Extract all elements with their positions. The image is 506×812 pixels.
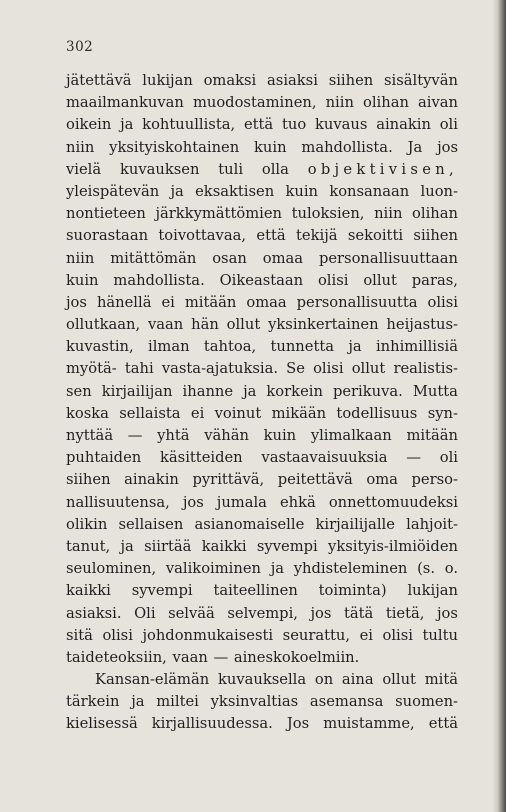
word: jumala	[216, 493, 267, 511]
word: omaa	[262, 249, 304, 267]
word: ja	[270, 560, 285, 578]
word: olihan	[363, 94, 409, 112]
word: omaa	[246, 293, 287, 311]
word: kaikki	[66, 582, 111, 600]
word: kuvaus	[314, 116, 368, 134]
word: Kansan-elämän	[95, 671, 210, 689]
word: vaan	[172, 648, 208, 666]
word: mitättömän	[110, 249, 197, 267]
word: asemansa	[309, 693, 384, 711]
word: heijastus-	[386, 316, 458, 334]
text-line	[66, 70, 458, 92]
word: ja	[348, 338, 362, 356]
word: valikoiminen	[165, 560, 261, 578]
word: jätettävä	[66, 72, 132, 89]
text-line	[66, 713, 458, 735]
word: Mutta	[412, 382, 458, 400]
word: tultu	[422, 626, 458, 644]
word: syvempi	[131, 582, 193, 600]
word: tätä	[343, 604, 374, 622]
word: selvempi,	[227, 604, 298, 622]
text-line	[66, 492, 458, 514]
text-line	[66, 203, 458, 225]
text-line	[66, 292, 458, 314]
word: yksinkertainen	[268, 316, 379, 334]
word: olihan	[412, 205, 458, 223]
word: pyrittävä,	[192, 471, 265, 489]
word: yleispätevän	[66, 182, 160, 200]
word: luon-	[420, 182, 458, 200]
text-line	[66, 381, 458, 403]
word: että	[428, 715, 458, 733]
word: jos	[437, 138, 458, 156]
word: osan	[212, 249, 247, 267]
word: että	[256, 227, 286, 245]
word: oikein	[66, 116, 112, 134]
word: personallisuutta	[296, 293, 418, 311]
word: sisältyvän	[384, 72, 458, 89]
word: syvempi	[256, 537, 318, 555]
word: ja	[170, 182, 184, 200]
word: inhimillisiä	[375, 338, 458, 356]
word: tahi	[124, 360, 154, 378]
word: hänellä	[96, 293, 152, 311]
word: ja	[243, 382, 257, 400]
text-line	[66, 159, 458, 181]
word: yksityiskohtainen	[109, 138, 240, 156]
word: seulominen,	[66, 560, 157, 578]
word: ollut	[363, 271, 397, 289]
word: taideteoksiin,	[66, 648, 167, 666]
word: mikään	[271, 404, 327, 422]
word: ollut	[351, 360, 386, 378]
word: siihen	[66, 471, 111, 489]
word: on	[314, 671, 334, 689]
text-line	[66, 691, 458, 713]
word: todellisuus	[336, 404, 418, 422]
word: muodostaminen,	[192, 94, 317, 112]
word: paras,	[411, 271, 458, 289]
word: voinut	[214, 404, 262, 422]
word: kuvauksen	[119, 160, 200, 178]
text-line	[66, 425, 458, 447]
word: o.	[444, 560, 458, 578]
word: ja	[131, 693, 145, 711]
word: siirtää	[144, 537, 192, 555]
word: vastaavaisuuksia	[261, 449, 388, 467]
word: asiaksi	[267, 72, 318, 89]
text-line	[66, 137, 458, 159]
text-line	[66, 625, 458, 647]
word: tunnetta	[270, 338, 335, 356]
word: ihanne	[182, 382, 234, 400]
word: siihen	[328, 72, 374, 89]
word: maailmankuvan	[66, 94, 184, 112]
word: kuvastin,	[66, 338, 134, 356]
word: kuin	[285, 182, 319, 200]
word: mitä	[424, 671, 458, 689]
word: personallisuuttaan	[318, 249, 458, 267]
text-line	[66, 92, 458, 114]
word: olisi	[382, 626, 413, 644]
word: sellaista	[119, 404, 181, 422]
word: kirjallisuudessa.	[151, 715, 273, 733]
word: aineskokoelmiin.	[233, 648, 360, 666]
word: suomen-	[395, 693, 458, 711]
word: korkein	[266, 382, 323, 400]
text-line	[66, 580, 458, 602]
word: sellaisen	[118, 515, 184, 533]
word: sitä	[66, 626, 93, 644]
word: oli	[439, 449, 458, 467]
text-line	[66, 558, 458, 580]
word: että	[243, 116, 274, 134]
text-line	[66, 181, 458, 203]
word: lukijan	[407, 582, 458, 600]
word: ei	[190, 404, 205, 422]
word: olisi	[313, 360, 344, 378]
word: ei	[161, 293, 175, 311]
word: jos	[310, 604, 332, 622]
word: niin	[374, 205, 403, 223]
word: tekijä	[296, 227, 338, 245]
text-line	[66, 114, 458, 136]
word: ehkä	[279, 493, 316, 511]
word: eksaktisen	[195, 182, 275, 200]
word: suorastaan	[66, 227, 149, 245]
word: ollutkaan,	[66, 316, 141, 334]
word: toiminta)	[318, 582, 387, 600]
word: kuin	[66, 271, 99, 289]
word: perso-	[411, 471, 458, 489]
word: hän	[191, 316, 219, 334]
word: (s.	[417, 560, 436, 578]
word: ylimalkaan	[310, 427, 392, 444]
text-line	[66, 603, 458, 625]
word: omaksi	[203, 72, 257, 89]
word: asianomaiselle	[194, 515, 305, 533]
word: kielisessä	[66, 715, 138, 733]
word: muistamme,	[323, 715, 415, 733]
text-line	[66, 314, 458, 336]
word: johdonmukaisesti	[142, 626, 274, 644]
word: ainakin	[124, 471, 179, 489]
word: yhdisteleminen	[293, 560, 408, 578]
word: olikin	[66, 515, 108, 533]
page-number: 302	[66, 39, 94, 55]
word: sen	[66, 382, 92, 400]
word: ja	[120, 537, 134, 555]
word: käsitteiden	[160, 449, 243, 467]
word: jos	[182, 493, 204, 511]
word: tuli	[218, 160, 244, 178]
word: tuo	[281, 116, 307, 134]
word: puhtaiden	[66, 449, 142, 467]
word: mitään	[406, 427, 458, 444]
word: syn-	[427, 404, 458, 422]
word: ja	[120, 116, 134, 134]
word: —	[213, 648, 229, 666]
word: järkkymättömien	[155, 205, 282, 223]
word: realistis-	[393, 360, 458, 378]
word: aivan	[418, 94, 458, 112]
word: kirjailijan	[101, 382, 173, 400]
word: mitään	[184, 293, 237, 311]
word: vielä	[66, 160, 102, 178]
word: —	[127, 427, 143, 444]
word: kuin	[263, 427, 297, 444]
word: peitettävä	[277, 471, 353, 489]
word: oli	[439, 116, 458, 134]
text-line	[66, 336, 458, 358]
word: seurattu,	[282, 626, 351, 644]
word: kaikki	[201, 537, 247, 555]
word: mahdollista.	[301, 138, 393, 156]
word: lukijan	[142, 72, 193, 89]
word: ainakin	[376, 116, 431, 134]
word: jos	[66, 293, 87, 311]
text-line	[66, 669, 458, 691]
word: onnettomuudeksi	[328, 493, 458, 511]
text-line	[66, 514, 458, 536]
text-line	[66, 536, 458, 558]
word: nallisuutensa,	[66, 493, 170, 511]
word: Jos	[286, 715, 310, 733]
word: lahjoit-	[406, 515, 458, 533]
word: jos	[436, 604, 458, 622]
word: vasta-ajatuksia.	[161, 360, 279, 378]
word: olisi	[102, 626, 133, 644]
word: Se	[286, 360, 305, 378]
word: ilman	[148, 338, 190, 356]
word: mahdollista.	[113, 271, 205, 289]
text-line	[66, 447, 458, 469]
word: sekoitti	[347, 227, 404, 245]
word: tuloksien,	[291, 205, 365, 223]
word: olisi	[427, 293, 458, 311]
word: Oli	[134, 604, 156, 622]
word: ollut	[226, 316, 261, 334]
word: perikuva.	[332, 382, 403, 400]
body-text	[66, 70, 458, 736]
word: olla	[261, 160, 289, 178]
word: asiaksi.	[66, 604, 122, 622]
word: kuvauksella	[217, 671, 307, 689]
word: toivottavaa,	[158, 227, 247, 245]
word: konsanaan	[329, 182, 410, 200]
word: aina	[341, 671, 374, 689]
text-line	[66, 358, 458, 380]
word: ollut	[382, 671, 416, 689]
word: olisi	[317, 271, 349, 289]
word: kirjailijalle	[315, 515, 395, 533]
word: yksinvaltias	[210, 693, 299, 711]
word: miltei	[156, 693, 199, 711]
word: ei	[359, 626, 373, 644]
text-line	[66, 248, 458, 270]
word: taiteellinen	[213, 582, 298, 600]
word: vaan	[147, 316, 184, 334]
word: vähän	[204, 427, 249, 444]
word: niin	[66, 138, 95, 156]
text-line	[66, 225, 458, 247]
word: nyttää	[66, 427, 114, 444]
page-edge-shadow	[492, 0, 506, 812]
word: objektivisen,	[307, 160, 458, 178]
word: tärkein	[66, 693, 120, 711]
word: niin	[66, 249, 95, 267]
word: tahtoa,	[203, 338, 257, 356]
text-line	[66, 403, 458, 425]
word: yhtä	[157, 427, 190, 444]
word: Ja	[407, 138, 423, 156]
word: oma	[366, 471, 398, 489]
word: selvää	[168, 604, 215, 622]
text-line	[66, 270, 458, 292]
word: nontieteen	[66, 205, 146, 223]
word: kuin	[254, 138, 287, 156]
word: koska	[66, 404, 109, 422]
word: myötä-	[66, 360, 117, 378]
word: tanut,	[66, 537, 111, 555]
word: —	[406, 449, 421, 467]
text-line	[66, 469, 458, 491]
word: kohtuullista,	[142, 116, 236, 134]
word: yksityis-ilmiöiden	[328, 537, 458, 555]
word: tietä,	[385, 604, 425, 622]
word: siihen	[413, 227, 458, 245]
text-line	[66, 647, 458, 669]
word: niin	[325, 94, 354, 112]
word: Oikeastaan	[219, 271, 304, 289]
